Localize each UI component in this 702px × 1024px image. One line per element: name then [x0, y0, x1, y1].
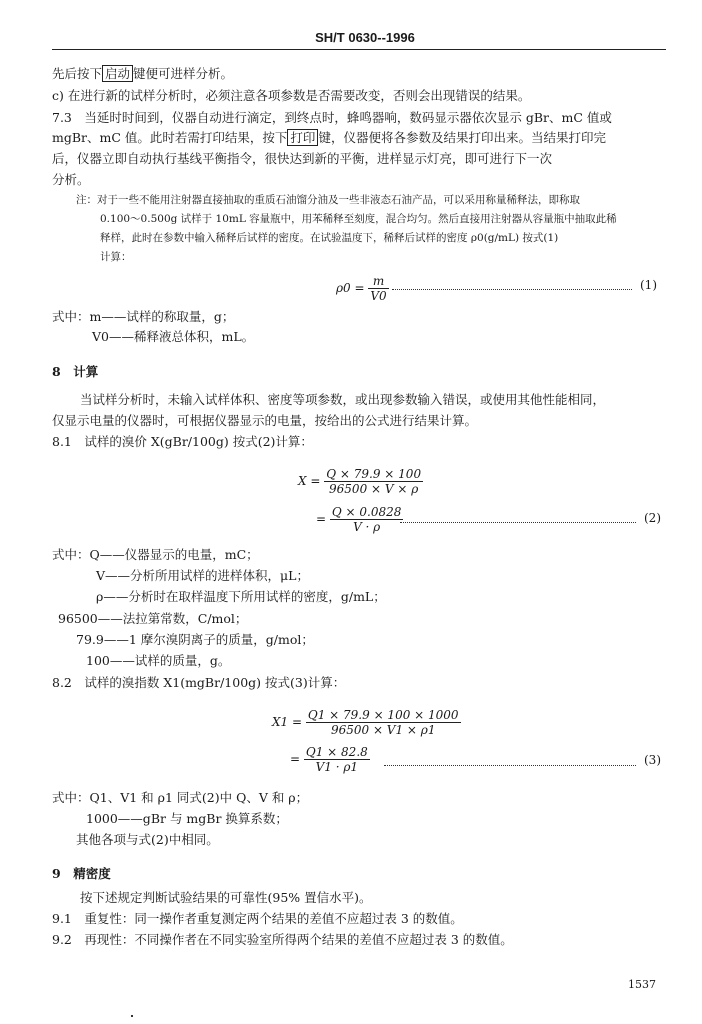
- section-9-intro: 按下述规定判断试验结果的可靠性(95% 置信水平)。: [80, 890, 372, 905]
- document-code-header: SH/T 0630--1996: [315, 30, 415, 45]
- formula-1: [336, 274, 389, 303]
- where-1-line1: [52, 309, 234, 325]
- sec-7-3-line2-pre: mgBr、mC 值。此时若需打印结果，按下: [52, 130, 288, 145]
- formula-2-leader: [400, 522, 636, 523]
- formula-2-number: (2): [644, 511, 661, 525]
- formula-3-line1: [272, 708, 461, 737]
- where-2-rho: ρ——分析时在取样温度下所用试样的密度，g/mL；: [96, 589, 386, 604]
- formula-2-numerator-1: Q × 79.9 × 100: [326, 467, 422, 481]
- formula-2-fraction-2: [330, 505, 404, 534]
- where-1-m: m——试样的称取量，g；: [89, 309, 235, 324]
- formula-2-denominator-2: V · ρ: [353, 520, 381, 534]
- formula-1-lhs: ρ0 =: [336, 281, 365, 295]
- where-2-96500: 96500——法拉第常数，C/mol；: [58, 611, 248, 626]
- formula-3-denominator-1: 96500 × V1 × ρ1: [330, 723, 436, 737]
- formula-3-line2: [290, 745, 370, 774]
- formula-1-leader: [392, 289, 632, 290]
- where-2-q: Q——仪器显示的电量，mC；: [89, 547, 259, 562]
- formula-1-denominator: V0: [370, 289, 387, 303]
- section-8-para-line1: 当试样分析时，未输入试样体积、密度等项参数，或出现参数输入错误，或使用其他性能相同，: [80, 392, 606, 407]
- where-3-line3: 其他各项与式(2)中相同。: [76, 832, 219, 847]
- where-1-lead: 式中：: [52, 309, 90, 324]
- note-line2: 0.100～0.500g 试样于 10mL 容量瓶中，用苯稀释至刻度，混合均匀。然后直接用注射器从容量瓶中抽取此稀: [100, 213, 617, 225]
- para-start-line: [52, 66, 233, 82]
- item-c: c) 在进行新的试样分析时，必须注意各项参数是否需要改变，否则会出现错误的结果。: [52, 88, 531, 103]
- where-2-line-q: [52, 547, 259, 563]
- where-2-v: V——分析所用试样的进样体积，μL；: [96, 568, 309, 583]
- section-9-title: 9 精密度: [52, 866, 111, 881]
- formula-2-line1: [298, 467, 423, 496]
- note-line4: 计算：: [100, 251, 132, 263]
- formula-1-fraction: [368, 274, 388, 303]
- section-9-1: 9.1 重复性：同一操作者重复测定两个结果的差值不应超过表 3 的数值。: [52, 911, 463, 926]
- section-8-para-line2: 仅显示电量的仪器时，可根据仪器显示的电量，按给出的公式进行结果计算。: [52, 413, 478, 428]
- formula-3-fraction-1: [306, 708, 461, 737]
- formula-2-numerator-2: Q × 0.0828: [331, 505, 402, 519]
- sec-7-3-line2: [52, 130, 606, 146]
- section-8-title: 8 计算: [52, 364, 99, 379]
- note-line3: 释样，此时在参数中输入稀释后试样的密度。在试验温度下，稀释后试样的密度 ρ0(g/mL) 按式(1): [100, 232, 559, 244]
- formula-3-leader: [384, 765, 636, 766]
- formula-2-denominator-1: 96500 × V × ρ: [329, 482, 419, 496]
- formula-1-number: (1): [640, 278, 657, 292]
- sec-7-3-line1: 7.3 当延时时间到，仪器自动进行滴定，到终点时，蜂鸣器响，数码显示器依次显示 gBr、mC 值或: [52, 110, 612, 125]
- section-8-1-heading: 8.1 试样的溴价 X(gBr/100g) 按式(2)计算：: [52, 434, 313, 449]
- para-start-pre: 先后按下: [52, 66, 103, 81]
- start-key-label: 启动: [102, 65, 133, 82]
- formula-2-line2: [316, 505, 403, 534]
- formula-3-numerator-1: Q1 × 79.9 × 100 × 1000: [307, 708, 459, 722]
- sec-7-3-line2-post: 键，仪器便将各参数及结果打印出来。当结果打印完: [318, 130, 606, 145]
- formula-2-equals: =: [316, 512, 327, 526]
- formula-2-fraction-1: [324, 467, 423, 496]
- section-8-2-heading: 8.2 试样的溴指数 X1(mgBr/100g) 按式(3)计算：: [52, 675, 346, 690]
- sec-7-3-line4: 分析。: [52, 172, 90, 187]
- where-3-line2: 1000——gBr 与 mgBr 换算系数；: [86, 811, 288, 826]
- where-2-100: 100——试样的质量，g。: [86, 653, 231, 668]
- where-2-lead: 式中：: [52, 547, 90, 562]
- print-key-label: 打印: [287, 129, 318, 146]
- note-line1: 注：对于一些不能用注射器直接抽取的重质石油馏分油及一些非液态石油产品，可以采用称量稀释法，即称取: [76, 194, 580, 206]
- formula-3-numerator-2: Q1 × 82.8: [305, 745, 368, 759]
- where-3-line1: 式中：Q1、V1 和 ρ1 同式(2)中 Q、V 和 ρ；: [52, 790, 309, 805]
- header-rule: [52, 49, 666, 50]
- formula-3-lhs: X1 =: [272, 715, 303, 729]
- where-1-v0: V0——稀释液总体积，mL。: [92, 329, 255, 344]
- where-2-79-9: 79.9——1 摩尔溴阴离子的质量，g/mol；: [76, 632, 314, 647]
- sec-7-3-line3: 后，仪器立即自动执行基线平衡指令，很快达到新的平衡，进样显示灯亮，即可进行下一次: [52, 151, 553, 166]
- scan-speck: [131, 1015, 133, 1017]
- section-9-2: 9.2 再现性：不同操作者在不同实验室所得两个结果的差值不应超过表 3 的数值。: [52, 932, 513, 947]
- formula-3-equals: =: [290, 752, 301, 766]
- formula-1-numerator: m: [368, 274, 388, 289]
- para-start-post: 键便可进样分析。: [133, 66, 234, 81]
- formula-3-denominator-2: V1 · ρ1: [315, 760, 359, 774]
- formula-3-fraction-2: [304, 745, 370, 774]
- page-number: 1537: [628, 978, 656, 991]
- formula-2-lhs: X =: [298, 474, 321, 488]
- formula-3-number: (3): [644, 753, 661, 767]
